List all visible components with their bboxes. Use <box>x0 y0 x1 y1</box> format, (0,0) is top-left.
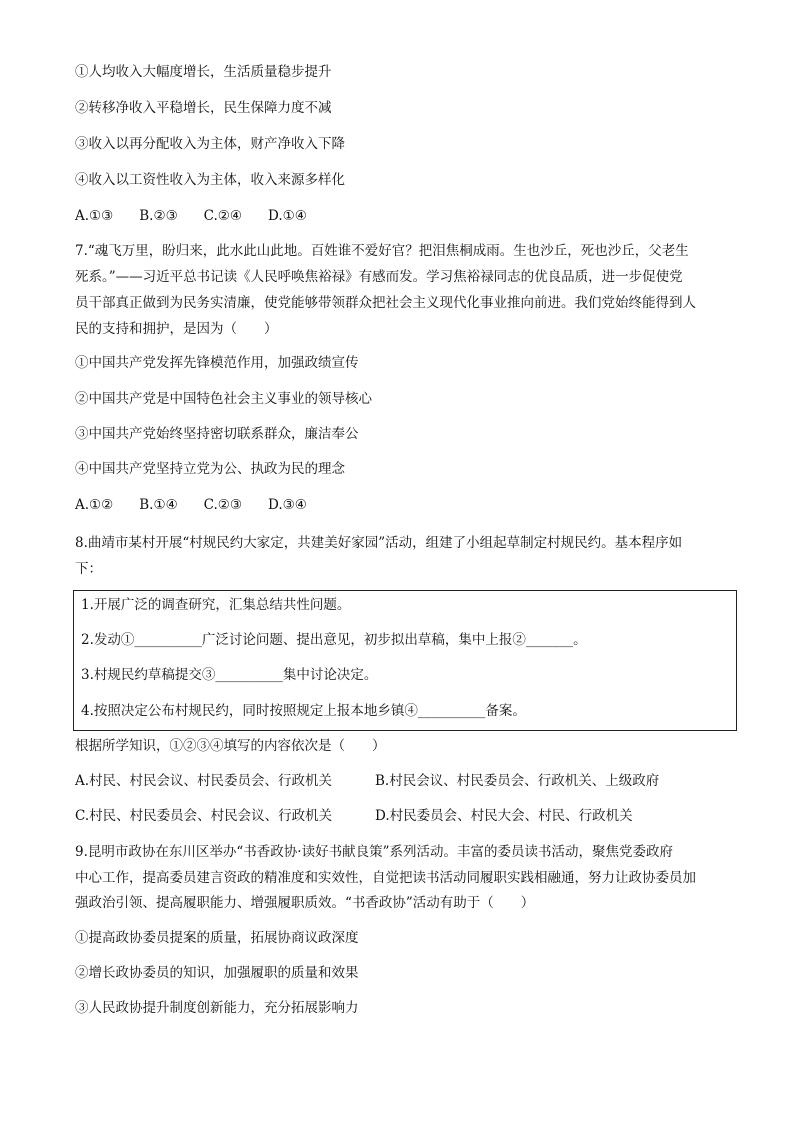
q9-stem-line-1: 9.昆明市政协在东川区举办“书香政协·读好书献良策”系列活动。丰富的委员读书活动，聚焦党委政府 <box>75 844 673 860</box>
q9-stem-line-2: 中心工作，提高委员建言资政的精准度和实效性，自觉把读书活动同履职实践相融通，努力让政协委员加 <box>75 870 696 886</box>
q8-choices-row-1 <box>75 772 675 790</box>
q7-stem-line-1: 7.“魂飞万里，盼归来，此水此山此地。百姓谁不爱好官？把泪焦桐成雨。生也沙丘，死也沙丘，父老生 <box>75 243 689 259</box>
q8-stem-line-2: 下： <box>75 561 102 577</box>
q8-choices-row-2 <box>75 807 675 825</box>
q7-choices <box>75 496 333 514</box>
q7-stem-line-2: 死系。”——习近平总书记读《人民呼唤焦裕禄》有感而发。学习焦裕禄同志的优良品质，进一步促使党 <box>75 269 683 285</box>
q9-option-1: ①提高政协委员提案的质量，拓展协商议政深度 <box>75 930 359 946</box>
q9-stem-line-3: 强政治引领、提高履职能力、增强履职质效。“书香政协”活动有助于（ ） <box>75 895 535 911</box>
procedure-step-1: 1.开展广泛的调查研究，汇集总结共性问题。 <box>81 597 351 613</box>
q8-choice-a: A.村民、村民会议、村民委员会、行政机关 <box>75 773 333 789</box>
q7-option-4: ④中国共产党坚持立党为公、执政为民的理念 <box>75 461 345 477</box>
q7-choice-c: C.②③ <box>203 497 243 513</box>
q7-choice-b: B.①④ <box>139 497 178 513</box>
procedure-box <box>73 590 737 731</box>
q6-choice-d: D.①④ <box>268 208 307 224</box>
procedure-step-2: 2.发动①__________广泛讨论问题、提出意见，初步拟出草稿，集中上报②_______。 <box>81 632 587 648</box>
q7-choice-d: D.③④ <box>268 497 307 513</box>
q6-option-1: ①人均收入大幅度增长，生活质量稳步提升 <box>75 64 332 80</box>
q6-choice-a: A.①③ <box>75 208 114 224</box>
q8-question: 根据所学知识，①②③④填写的内容依次是（ ） <box>75 738 386 754</box>
procedure-step-4: 4.按照决定公布村规民约，同时按照规定上报本地乡镇④__________备案。 <box>81 703 526 719</box>
q6-option-2: ②转移净收入平稳增长，民生保障力度不减 <box>75 100 332 116</box>
q8-choice-d: D.村民委员会、村民大会、村民、行政机关 <box>375 808 633 824</box>
q6-option-4: ④收入以工资性收入为主体，收入来源多样化 <box>75 172 345 188</box>
q7-option-1: ①中国共产党发挥先锋模范作用，加强政绩宣传 <box>75 355 359 371</box>
q6-choices <box>75 207 333 225</box>
q8-choice-c: C.村民、村民委员会、村民会议、行政机关 <box>75 808 333 824</box>
q7-option-2: ②中国共产党是中国特色社会主义事业的领导核心 <box>75 391 372 407</box>
q7-stem-line-3: 员干部真正做到为民务实清廉，使党能够带领群众把社会主义现代化事业推向前进。我们党始终能得到人 <box>75 295 696 311</box>
q7-option-3: ③中国共产党始终坚持密切联系群众，廉洁奉公 <box>75 426 359 442</box>
q8-stem-line-1: 8.曲靖市某村开展“村规民约大家定，共建美好家园”活动，组建了小组起草制定村规民约。基本程序如 <box>75 535 683 551</box>
q6-choice-c: C.②④ <box>203 208 243 224</box>
q7-choice-a: A.①② <box>75 497 114 513</box>
q6-choice-b: B.②③ <box>139 208 178 224</box>
q7-stem-line-4: 民的支持和拥护，是因为（ ） <box>75 321 278 337</box>
q9-option-2: ②增长政协委员的知识，加强履职的质量和效果 <box>75 965 359 981</box>
q6-option-3: ③收入以再分配收入为主体，财产净收入下降 <box>75 136 345 152</box>
procedure-step-3: 3.村规民约草稿提交③__________集中讨论决定。 <box>81 667 378 683</box>
q8-choice-b: B.村民会议、村民委员会、行政机关、上级政府 <box>375 773 660 789</box>
q9-option-3: ③人民政协提升制度创新能力，充分拓展影响力 <box>75 1000 359 1016</box>
